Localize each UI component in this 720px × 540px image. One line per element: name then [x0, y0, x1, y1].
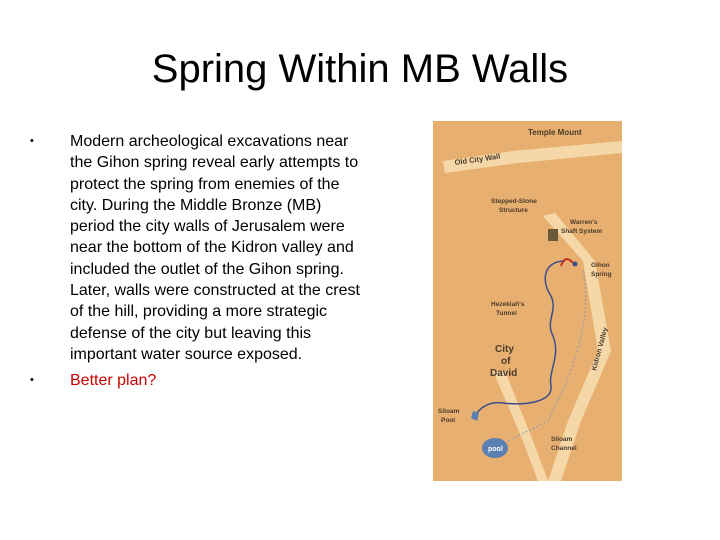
hezekiahs-tunnel-label: Hezekiah's: [491, 301, 525, 308]
bullet-glyph: •: [30, 374, 34, 387]
siloam-channel-label: Siloam: [551, 436, 573, 443]
bullet-item: [30, 370, 360, 391]
warrens-shaft-label: Warren's: [570, 219, 598, 226]
stepped-stone-label: Structure: [499, 207, 528, 214]
bullet-item: [30, 131, 360, 365]
gihon-spring-marker: [573, 262, 578, 267]
old-city-wall-label: Old City Wall: [454, 151, 501, 167]
city-of-david-label: City: [495, 344, 514, 355]
siloam-pool-label: Pool: [441, 417, 456, 424]
stepped-stone-label: Stepped-Stone: [491, 198, 537, 205]
bullet-text: Modern archeological excavations near the Gihon spring reveal early attempts to protect the spring from enemies of the city. During the Middle Bronze (MB) period the city walls of Jerusalem were near the bottom of the Kidron valley and included the outlet of the Gihon spring. Later, walls were constructed at the crest of the hill, providing a more strategic defense of the city but leaving this important water source exposed.: [70, 133, 360, 363]
bullet-text: Better plan?: [70, 372, 157, 390]
gihon-spring-label: Spring: [591, 271, 612, 278]
stepped-stone-structure-shape: [548, 229, 558, 241]
warrens-shaft-label: Shaft System: [561, 228, 603, 235]
siloam-channel-label: Channel: [551, 445, 577, 452]
kidron-valley-label: Kidron Valley: [591, 326, 610, 372]
hezekiahs-tunnel-label: Tunnel: [496, 310, 517, 317]
slide-title: Spring Within MB Walls: [151, 47, 569, 91]
temple-mount-label: Temple Mount: [528, 128, 582, 137]
pool-label: pool: [488, 446, 503, 453]
bullet-glyph: •: [30, 135, 34, 147]
gihon-spring-label: Gihon: [591, 262, 610, 269]
city-of-david-label: of: [501, 356, 511, 367]
jerusalem-map: [433, 121, 622, 481]
siloam-pool-label: Siloam: [438, 408, 460, 415]
bullet-list: [30, 131, 360, 392]
city-of-david-label: David: [490, 368, 518, 379]
